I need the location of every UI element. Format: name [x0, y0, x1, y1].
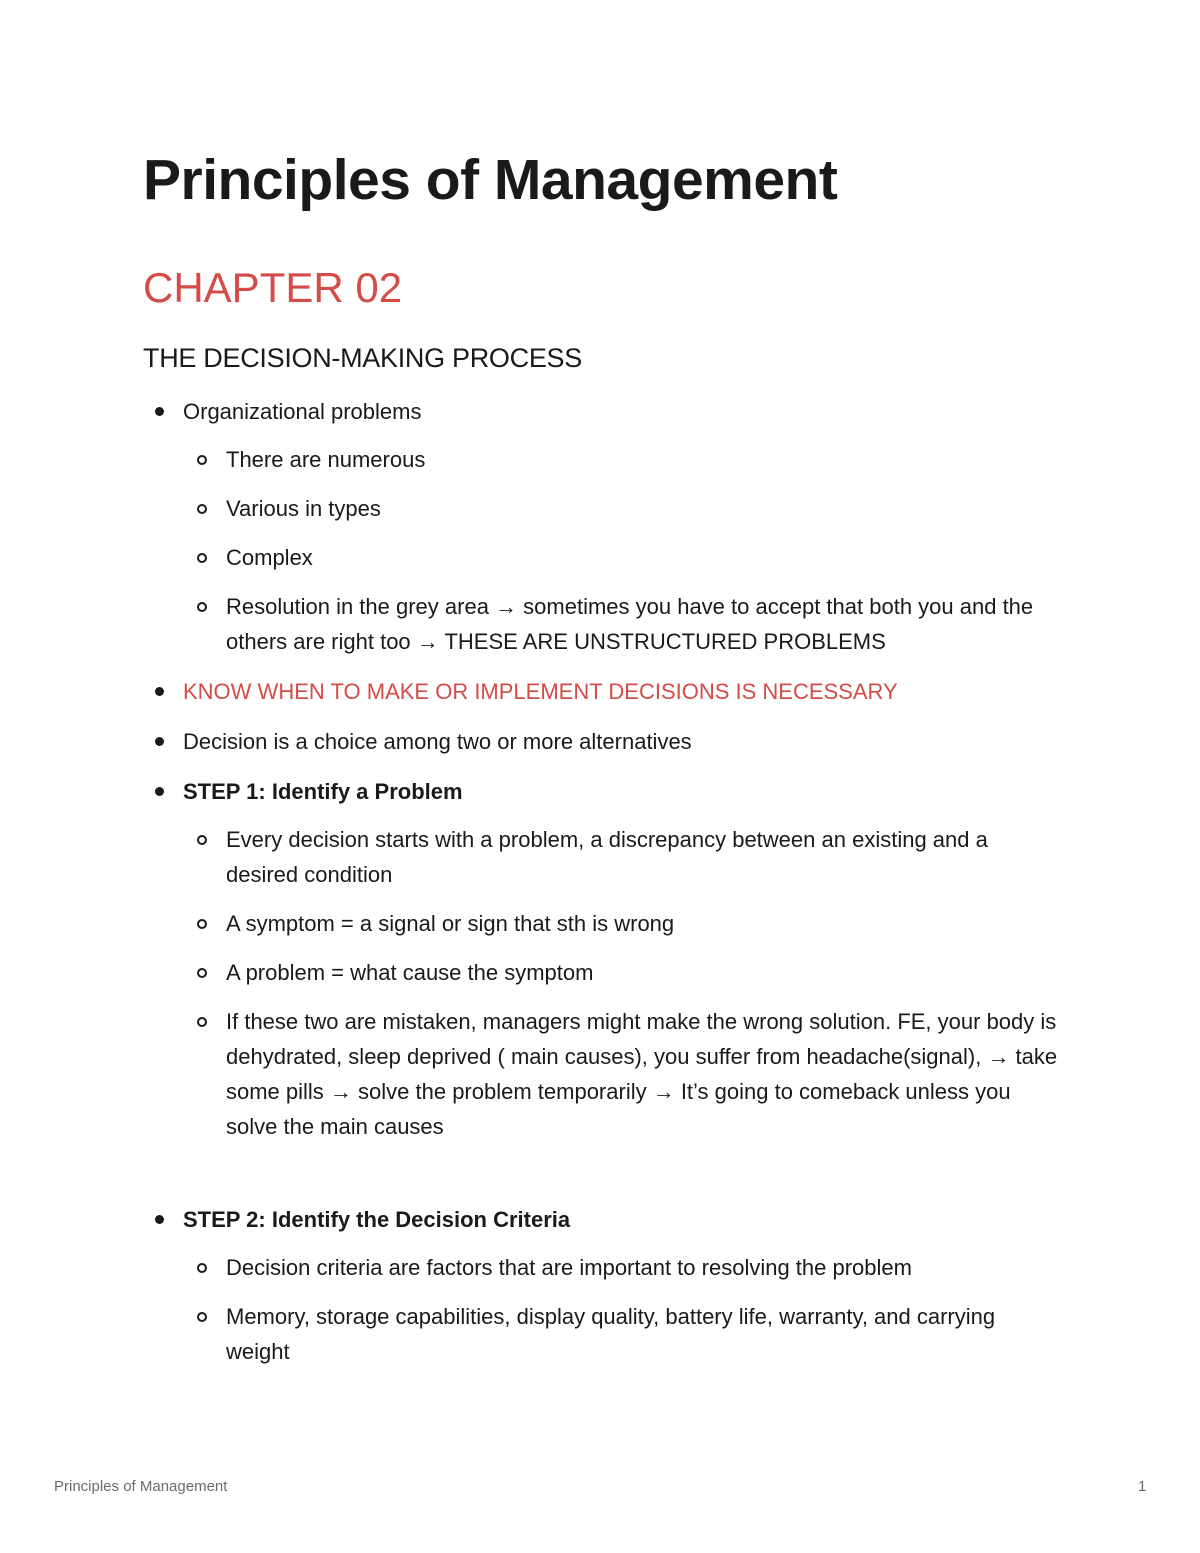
hollow-bullet-icon	[197, 1263, 207, 1273]
sub-list-item-text: A problem = what cause the symptom	[226, 960, 594, 985]
page-number: 1	[1138, 1478, 1147, 1495]
chapter-heading: CHAPTER 02	[143, 264, 403, 311]
sub-list	[183, 822, 1063, 1144]
list-item	[143, 394, 1063, 659]
list-item-text: Decision is a choice among two or more alternatives	[183, 729, 692, 754]
sub-list-item-text: If these two are mistaken, managers might make the wrong solution. FE, your body is dehydrated, sleep deprived ( main causes), you suffer from headache(signal), → take some pills → solve the problem temporarily → It’s going to comeback unless you solve the main causes	[226, 1009, 1058, 1139]
list-item	[143, 724, 1063, 759]
hollow-bullet-icon	[197, 553, 207, 563]
list-item-step-1	[143, 774, 1063, 1144]
sub-list-item	[183, 442, 1063, 477]
bullet-icon	[155, 787, 164, 796]
sub-list-item	[183, 491, 1063, 526]
step-heading: STEP 2: Identify the Decision Criteria	[183, 1207, 571, 1232]
sub-list	[183, 442, 1063, 659]
hollow-bullet-icon	[197, 968, 207, 978]
sub-list-item	[183, 822, 1063, 892]
hollow-bullet-icon	[197, 602, 207, 612]
bullet-icon	[155, 407, 164, 416]
sub-list-item-text: Resolution in the grey area → sometimes you have to accept that both you and the others are right too → THESE ARE UNSTRUCTURED PROBLEMS	[226, 594, 1034, 654]
hollow-bullet-icon	[197, 1312, 207, 1322]
hollow-bullet-icon	[197, 1017, 207, 1027]
list-item-highlight	[143, 674, 1063, 709]
sub-list-item	[183, 955, 1063, 990]
list-item-text: Organizational problems	[183, 399, 422, 424]
sub-list-item	[183, 906, 1063, 941]
sub-list-item-text: Decision criteria are factors that are important to resolving the problem	[226, 1255, 912, 1280]
bullet-icon	[155, 687, 164, 696]
hollow-bullet-icon	[197, 919, 207, 929]
sub-list-item-text: Memory, storage capabilities, display quality, battery life, warranty, and carrying weight	[226, 1304, 996, 1364]
list-item-step-2	[143, 1202, 1063, 1369]
hollow-bullet-icon	[197, 455, 207, 465]
sub-list-item-text: Every decision starts with a problem, a discrepancy between an existing and a desired condition	[226, 827, 988, 887]
sub-list-item-text: Complex	[226, 545, 313, 570]
sub-list-item-text: Various in types	[226, 496, 381, 521]
sub-list-item	[183, 540, 1063, 575]
bullet-icon	[155, 1215, 164, 1224]
page-title: Principles of Management	[143, 148, 838, 212]
section-heading: THE DECISION-MAKING PROCESS	[143, 343, 582, 373]
sub-list-item	[183, 589, 1063, 659]
hollow-bullet-icon	[197, 504, 207, 514]
sub-list-item	[183, 1004, 1063, 1144]
hollow-bullet-icon	[197, 835, 207, 845]
sub-list-item	[183, 1250, 1063, 1285]
step-heading: STEP 1: Identify a Problem	[183, 779, 463, 804]
sub-list-item-text: A symptom = a signal or sign that sth is wrong	[226, 911, 675, 936]
sub-list	[183, 1250, 1063, 1369]
sub-list-item	[183, 1299, 1063, 1369]
spacer	[143, 1159, 1063, 1202]
footer-title: Principles of Management	[54, 1478, 228, 1495]
sub-list-item-text: There are numerous	[226, 447, 426, 472]
list-item-text: KNOW WHEN TO MAKE OR IMPLEMENT DECISIONS IS NECESSARY	[183, 679, 898, 704]
bullet-icon	[155, 737, 164, 746]
bullet-list	[143, 394, 1063, 1384]
